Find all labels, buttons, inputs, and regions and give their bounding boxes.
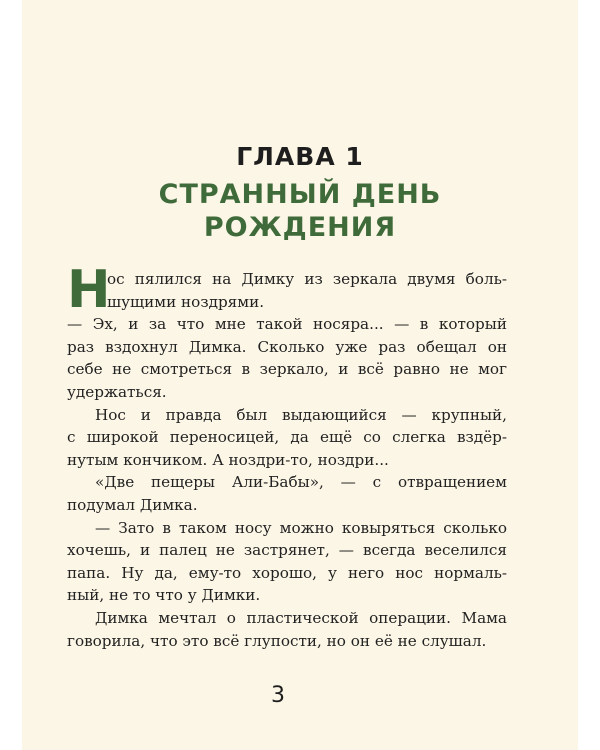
- text-line: с широкой переносицей, да ещё со слегка вздёр-: [67, 428, 507, 447]
- chapter-title-line: СТРАННЫЙ ДЕНЬ: [158, 179, 442, 210]
- drop-cap: Н: [67, 260, 111, 320]
- text-line: папа. Ну да, ему-то хорошо, у него нос нормаль-: [67, 563, 507, 582]
- text-line: говорила, что это всё глупости, но он её не слушал.: [67, 631, 487, 650]
- page-number: 3: [271, 683, 285, 708]
- text-line: «Две пещеры Али-Бабы», — с отвращением: [95, 473, 507, 492]
- text-line: — Эх, и за что мне такой носяра... — в который: [67, 315, 507, 334]
- text-line: ос пялился на Димку из зеркала двумя боль-: [107, 270, 507, 288]
- text-line: шущими ноздрями.: [107, 292, 265, 311]
- text-line: Димка мечтал о пластической операции. Мама: [95, 608, 507, 627]
- text-line: хочешь, и палец не застрянет, — всегда веселился: [67, 541, 507, 560]
- text-line: ный, не то что у Димки.: [67, 586, 261, 605]
- text-line: подумал Димка.: [67, 495, 198, 514]
- text-line: — Зато в таком носу можно ковыряться сколько: [95, 518, 507, 537]
- chapter-title: [22, 178, 578, 244]
- text-line: нутым кончиком. А ноздри-то, ноздри...: [67, 450, 389, 469]
- body-text: [67, 260, 507, 652]
- chapter-title-line: РОЖДЕНИЯ: [203, 212, 397, 243]
- text-line: удержаться.: [67, 382, 167, 401]
- chapter-number: ГЛАВА 1: [236, 142, 364, 171]
- text-line: Нос и правда был выдающийся — крупный,: [95, 405, 507, 424]
- text-line: себе не смотреться в зеркало, и всё равно не мог: [67, 360, 507, 379]
- text-line: раз вздохнул Димка. Сколько уже раз обещал он: [67, 337, 507, 356]
